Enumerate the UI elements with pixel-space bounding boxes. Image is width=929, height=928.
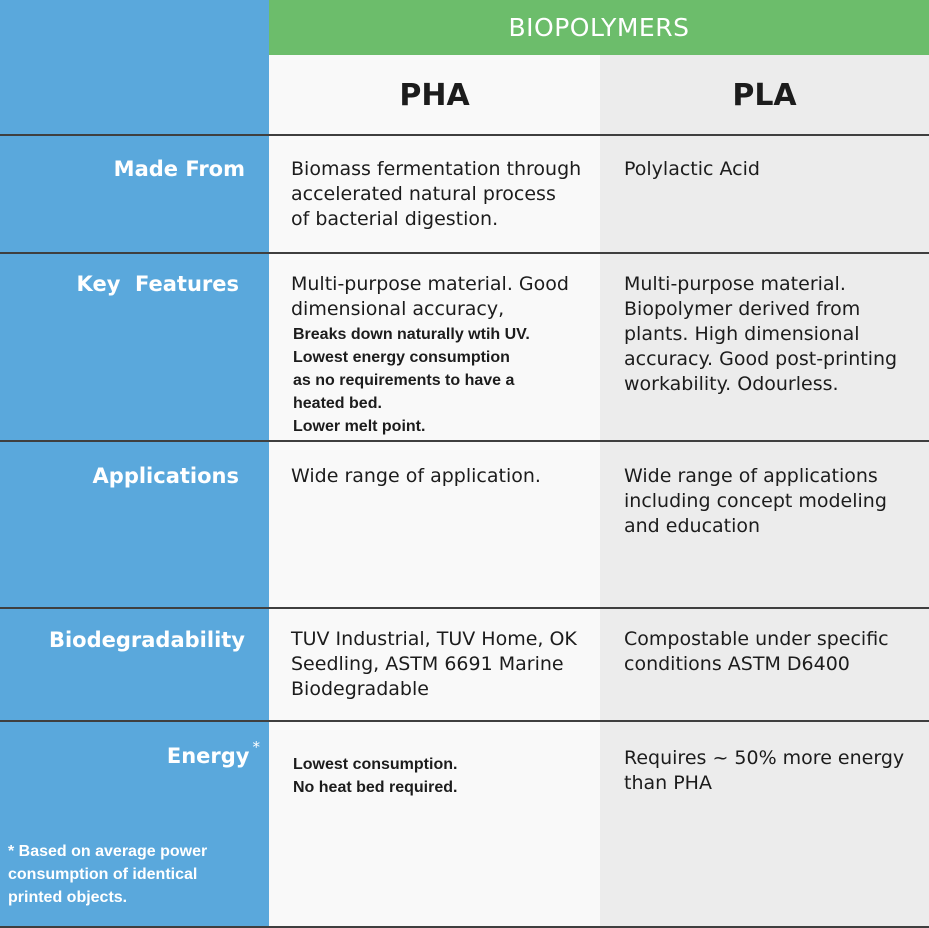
pha-energy: Lowest consumption. No heat bed required. xyxy=(293,756,458,796)
footnote-marker: * xyxy=(252,738,260,756)
row-label-key-features: Key Features xyxy=(76,272,239,296)
pla-made-from: Polylactic Acid xyxy=(624,158,760,180)
row-label-energy-text: Energy xyxy=(166,744,250,768)
column-header-pha: PHA xyxy=(399,77,470,113)
row-divider xyxy=(0,720,929,722)
row-divider xyxy=(0,134,929,136)
row-divider xyxy=(0,252,929,254)
pla-biodegradability: Compostable under specific conditions ASTM D6400 xyxy=(624,628,889,675)
pha-key-features-extra: Breaks down naturally wtih UV. Lowest energy consumption as no requirements to have a heated bed. Lower melt point. xyxy=(293,326,530,435)
pla-energy: Requires ~ 50% more energy than PHA xyxy=(624,747,905,794)
pha-key-features: Multi-purpose material. Good dimensional accuracy, xyxy=(291,273,569,320)
biopolymers-banner: BIOPOLYMERS xyxy=(269,0,929,55)
row-divider xyxy=(0,440,929,442)
row-label-applications: Applications xyxy=(92,464,239,488)
pla-applications: Wide range of applications including concept modeling and education xyxy=(624,465,887,537)
column-header-pla: PLA xyxy=(732,77,797,113)
row-divider xyxy=(0,607,929,609)
pha-biodegradability: TUV Industrial, TUV Home, OK Seedling, ASTM 6691 Marine Biodegradable xyxy=(291,628,577,700)
energy-footnote: * Based on average power consumption of identical printed objects. xyxy=(8,843,208,906)
pla-key-features: Multi-purpose material. Biopolymer derived from plants. High dimensional accuracy. Good post-printing workability. Odourless. xyxy=(624,273,898,395)
row-label-made-from: Made From xyxy=(113,157,245,181)
pha-made-from: Biomass fermentation through accelerated natural process of bacterial digestion. xyxy=(291,158,582,230)
pha-applications: Wide range of application. xyxy=(291,465,541,487)
row-label-biodegradability: Biodegradability xyxy=(48,628,245,652)
row-label-energy xyxy=(166,738,260,768)
